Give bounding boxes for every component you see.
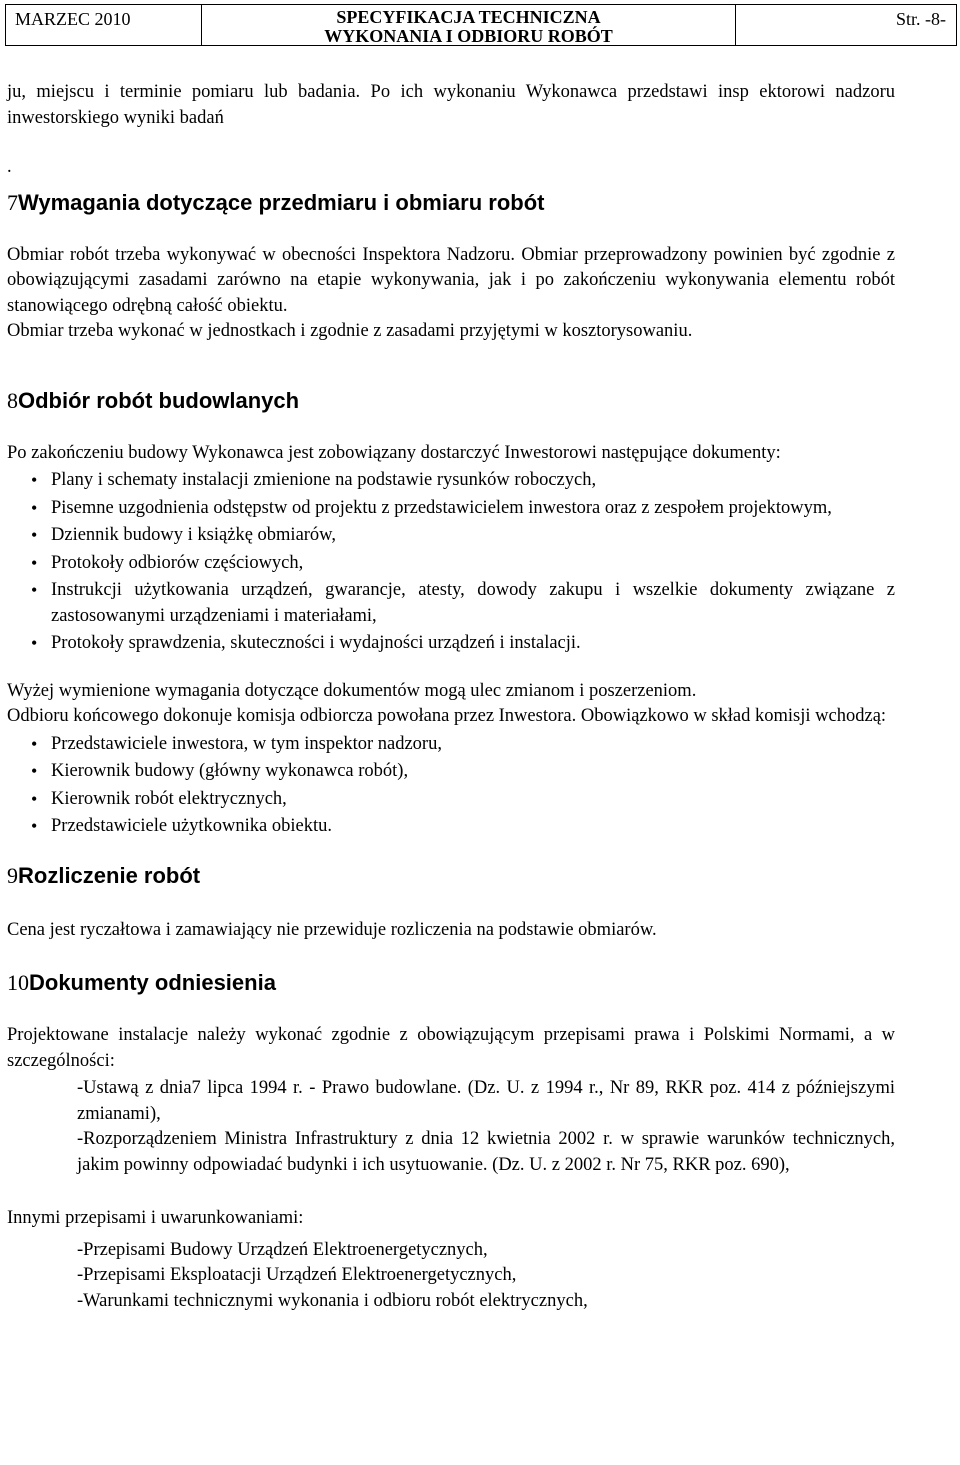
bullet-icon: • — [31, 525, 38, 545]
bullet-icon: • — [31, 733, 38, 754]
list-item — [31, 631, 895, 657]
list-item — [31, 578, 895, 629]
header-page-number: Str. -8- — [895, 9, 946, 29]
bullet-icon: • — [31, 761, 38, 781]
section-7-number: 7 — [7, 189, 18, 215]
section-8-number: 8 — [7, 387, 18, 413]
header-title-line2: WYKONANIA I ODBIORU ROBÓT — [324, 26, 613, 46]
regulation-item: -Warunkami technicznymi wykonania i odbioru robót elektrycznych, — [77, 1290, 588, 1311]
page-header — [5, 4, 957, 46]
list-item — [31, 496, 895, 522]
section-7-paragraph-1: Obmiar robót trzeba wykonywać w obecności Inspektora Nadzoru. Obmiar przeprowadzony powinien być zgodnie z obowiązującymi zasadami zarówno na etapie wykonywania, jak i po zakończeniu wykonywania elementu robót stanowiącego odrębną całość obiektu. — [7, 244, 895, 316]
section-10-other-intro: Innymi przepisami i uwarunkowaniami: — [7, 1208, 304, 1228]
section-8-paragraph-committee: Odbioru końcowego dokonuje komisja odbiorcza powołana przez Inwestora. Obowiązkowo w skład komisji wchodzą: — [7, 706, 887, 726]
section-10-title: Dokumenty odniesienia — [29, 970, 276, 995]
law-item: -Ustawą z dnia7 lipca 1994 r. - Prawo budowlane. (Dz. U. z 1994 r., Nr 89, RKR poz. 414 z późniejszymi zmianami), — [77, 1078, 895, 1124]
list-item-text: Protokoły odbiorów częściowych, — [51, 552, 304, 573]
bullet-icon: • — [31, 580, 38, 600]
list-item-text: Instrukcji użytkowania urządzeń, gwarancje, atesty, dowody zakupu i wszelkie dokumenty związane z zastosowanymi urządzeniami i materiałami, — [51, 580, 895, 626]
bullet-icon: • — [31, 633, 38, 653]
section-7-heading — [7, 189, 895, 217]
list-item-text: Kierownik robót elektrycznych, — [51, 788, 287, 809]
section-9-number: 9 — [7, 862, 18, 888]
section-9-title: Rozliczenie robót — [18, 862, 201, 888]
document-body — [7, 80, 895, 1314]
section-10-number: 10 — [7, 970, 29, 995]
intro-paragraph: ju, miejscu i terminie pomiaru lub badania. Po ich wykonaniu Wykonawca przedstawi insp ektorowi nadzoru inwestorskiego wyniki badań — [7, 82, 895, 128]
section-8-title: Odbiór robót budowlanych — [18, 387, 300, 413]
list-item-text: Przedstawiciele użytkownika obiektu. — [51, 816, 333, 836]
section-10-heading — [7, 969, 895, 997]
list-item — [31, 551, 895, 577]
list-item — [31, 468, 895, 494]
list-item — [31, 732, 895, 758]
bullet-icon: • — [31, 470, 38, 490]
header-date: MARZEC 2010 — [6, 5, 202, 46]
section-7-paragraph-2: Obmiar trzeba wykonać w jednostkach i zgodnie z zasadami przyjętymi w kosztorysowaniu. — [7, 321, 693, 341]
list-item-text: Przedstawiciele inwestora, w tym inspektor nadzoru, — [51, 733, 442, 754]
list-item-text: Plany i schematy instalacji zmienione na podstawie rysunków roboczych, — [51, 470, 597, 490]
list-item-text: Dziennik budowy i książkę obmiarów, — [51, 525, 336, 545]
regulation-item: -Przepisami Eksploatacji Urządzeń Elektroenergetycznych, — [77, 1265, 517, 1285]
list-item — [31, 814, 895, 840]
section-8-heading — [7, 387, 895, 415]
bullet-icon: • — [31, 788, 38, 809]
list-item — [31, 787, 895, 813]
section-9-paragraph: Cena jest ryczałtowa i zamawiający nie przewiduje rozliczenia na podstawie obmiarów. — [7, 919, 657, 940]
list-item-text: Pisemne uzgodnienia odstępstw od projektu z przedstawicielem inwestora oraz z zespołem projektowym, — [51, 497, 832, 518]
section-8-intro: Po zakończeniu budowy Wykonawca jest zobowiązany dostarczyć Inwestorowi następujące dokumenty: — [7, 442, 781, 463]
header-title — [202, 5, 736, 46]
bullet-icon: • — [31, 552, 38, 573]
section-8-paragraph-changes: Wyżej wymienione wymagania dotyczące dokumentów mogą ulec zmianom i poszerzeniom. — [7, 680, 697, 701]
bullet-icon: • — [31, 497, 38, 518]
section-7-title: Wymagania dotyczące przedmiaru i obmiaru robót — [18, 189, 545, 215]
intro-dot: . — [7, 157, 12, 177]
list-item-text: Kierownik budowy (główny wykonawca robót), — [51, 761, 409, 781]
law-item: -Rozporządzeniem Ministra Infrastruktury z dnia 12 kwietnia 2002 r. w sprawie warunków technicznych, jakim powinny odpowiadać budynki i ich usytuowanie. (Dz. U. z 2002 r. Nr 75, RKR poz. 690), — [77, 1129, 895, 1175]
committee-list — [7, 732, 895, 840]
section-10-intro: Projektowane instalacje należy wykonać zgodnie z obowiązującym przepisami prawa i Polskimi Normami, a w szczególności: — [7, 1025, 895, 1071]
list-item — [31, 523, 895, 549]
bullet-icon: • — [31, 816, 38, 836]
section-9-heading — [7, 862, 895, 890]
header-title-line1: SPECYFIKACJA TECHNICZNA — [336, 7, 601, 27]
documents-list — [7, 468, 895, 657]
list-item-text: Protokoły sprawdzenia, skuteczności i wydajności urządzeń i instalacji. — [51, 633, 581, 653]
regulation-item: -Przepisami Budowy Urządzeń Elektroenergetycznych, — [77, 1239, 488, 1260]
list-item — [31, 759, 895, 785]
